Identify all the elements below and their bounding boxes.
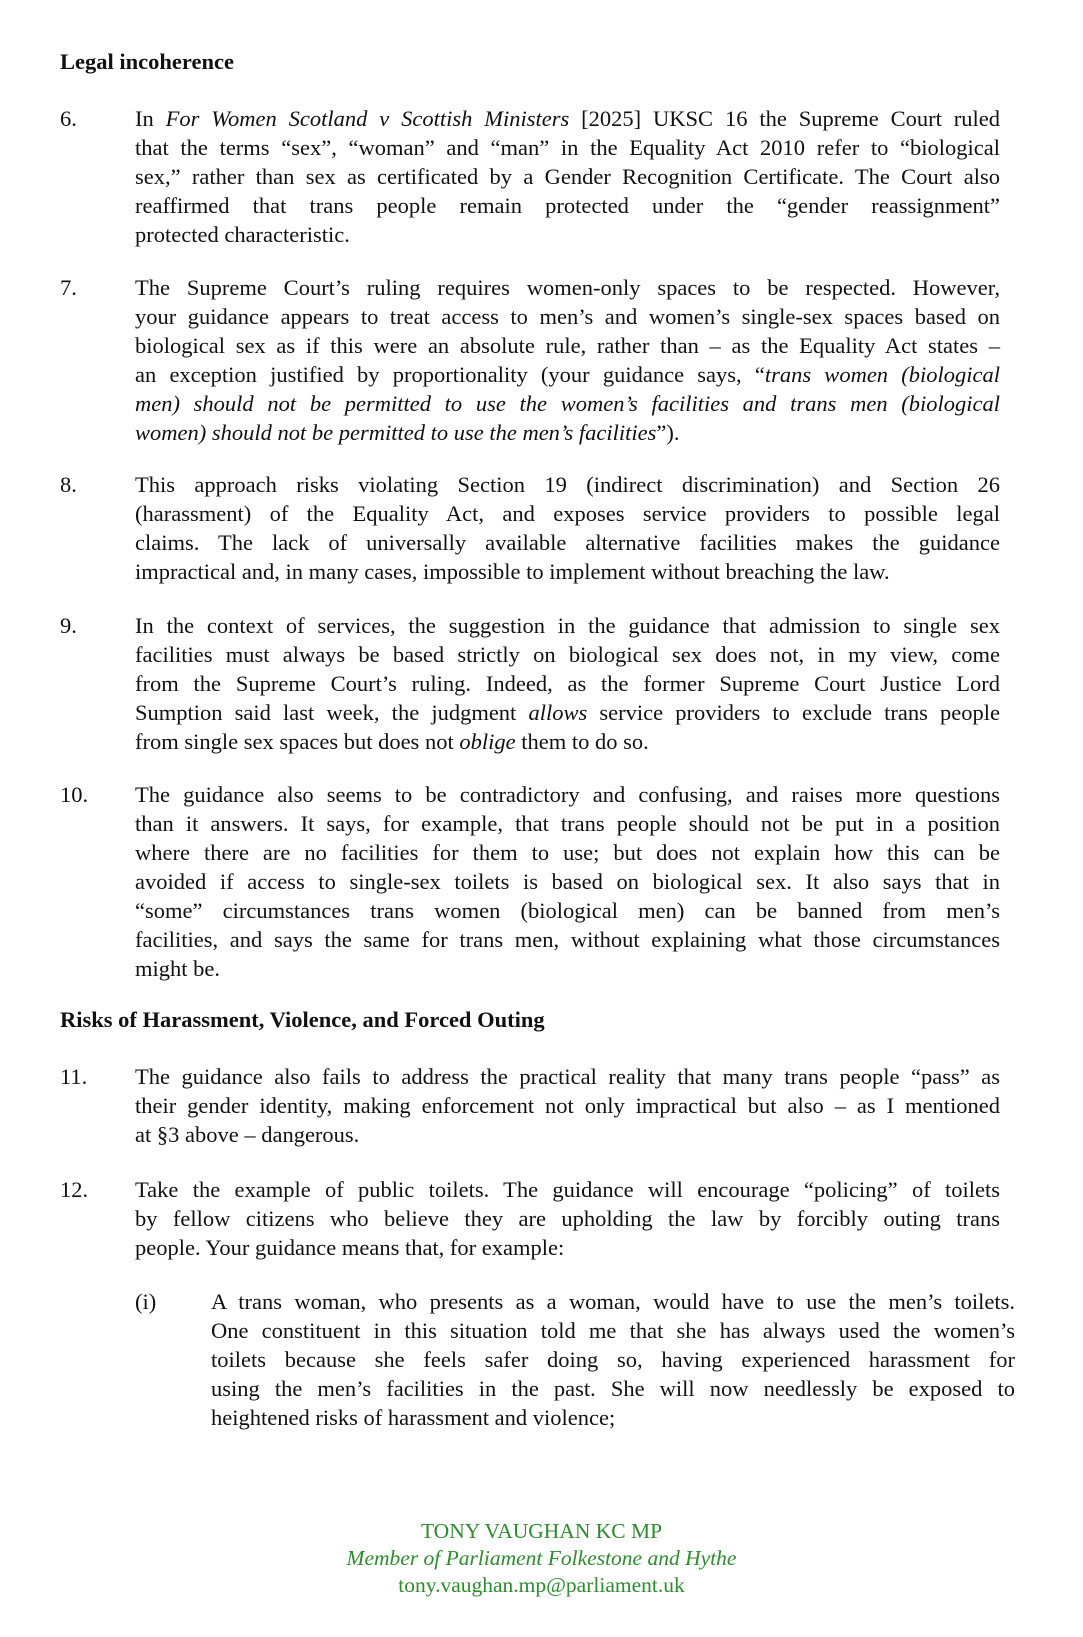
paragraph-line: (harassment) of the Equality Act, and exposes service providers to possible legal bbox=[135, 501, 1000, 526]
paragraph-number: 6. bbox=[60, 106, 77, 131]
paragraph-line: your guidance appears to treat access to men’s and women’s single-sex spaces based on bbox=[135, 304, 1000, 329]
paragraph-line: an exception justified by proportionality (your guidance says, “trans women (biological bbox=[135, 362, 1000, 387]
paragraph-body bbox=[135, 470, 1000, 586]
paragraph-body bbox=[135, 780, 1000, 983]
paragraph-number: 10. bbox=[60, 782, 89, 807]
subparagraph-line: A trans woman, who presents as a woman, would have to use the men’s toilets. bbox=[211, 1289, 1015, 1314]
subparagraph-line: using the men’s facilities in the past. She will now needlessly be exposed to bbox=[211, 1376, 1015, 1401]
paragraph-line: reaffirmed that trans people remain protected under the “gender reassignment” bbox=[135, 193, 1000, 218]
paragraph-number: 8. bbox=[60, 472, 77, 497]
paragraph-12 bbox=[60, 1175, 1010, 1262]
section-heading-risks: Risks of Harassment, Violence, and Forced Outing bbox=[60, 1007, 545, 1032]
paragraph-line: This approach risks violating Section 19 (indirect discrimination) and Section 26 bbox=[135, 472, 1000, 497]
subparagraph-number: (i) bbox=[135, 1289, 157, 1314]
footer-email[interactable]: tony.vaughan.mp@parliament.uk bbox=[398, 1573, 685, 1597]
paragraph-9 bbox=[60, 611, 1010, 756]
paragraph-line: biological sex as if this were an absolute rule, rather than – as the Equality Act states – bbox=[135, 333, 1000, 358]
footer-role: Member of Parliament Folkestone and Hythe bbox=[346, 1546, 737, 1570]
paragraph-line: their gender identity, making enforcement not only impractical but also – as I mentioned bbox=[135, 1093, 1000, 1118]
paragraph-line: impractical and, in many cases, impossible to implement without breaching the law. bbox=[135, 559, 890, 584]
paragraph-line: might be. bbox=[135, 956, 220, 981]
paragraph-line: claims. The lack of universally available alternative facilities makes the guidance bbox=[135, 530, 1000, 555]
paragraph-7 bbox=[60, 273, 1010, 447]
paragraph-line: The guidance also seems to be contradictory and confusing, and raises more questions bbox=[135, 782, 1000, 807]
paragraph-line: at §3 above – dangerous. bbox=[135, 1122, 360, 1147]
paragraph-10 bbox=[60, 780, 1010, 983]
paragraph-body bbox=[135, 611, 1000, 756]
paragraph-line: people. Your guidance means that, for example: bbox=[135, 1235, 565, 1260]
paragraph-line: where there are no facilities for them to use; but does not explain how this can be bbox=[135, 840, 1000, 865]
subparagraph-line: toilets because she feels safer doing so, having experienced harassment for bbox=[211, 1347, 1015, 1372]
paragraph-11 bbox=[60, 1062, 1010, 1149]
paragraph-line: The Supreme Court’s ruling requires women-only spaces to be respected. However, bbox=[135, 275, 1000, 300]
paragraph-line: by fellow citizens who believe they are upholding the law by forcibly outing trans bbox=[135, 1206, 1000, 1231]
subparagraph-line: One constituent in this situation told me that she has always used the women’s bbox=[211, 1318, 1015, 1343]
paragraph-line: Take the example of public toilets. The guidance will encourage “policing” of toilets bbox=[135, 1177, 1000, 1202]
paragraph-line: avoided if access to single-sex toilets is based on biological sex. It also says that in bbox=[135, 869, 1000, 894]
section-heading-legal-incoherence: Legal incoherence bbox=[60, 49, 234, 74]
paragraph-line: men) should not be permitted to use the women’s facilities and trans men (biological bbox=[135, 391, 1000, 416]
paragraph-line: from single sex spaces but does not oblige them to do so. bbox=[135, 729, 649, 754]
paragraph-line: sex,” rather than sex as certificated by a Gender Recognition Certificate. The Court also bbox=[135, 164, 1000, 189]
paragraph-body bbox=[135, 1062, 1000, 1149]
paragraph-line: that the terms “sex”, “woman” and “man” in the Equality Act 2010 refer to “biological bbox=[135, 135, 1000, 160]
paragraph-line: facilities, and says the same for trans men, without explaining what those circumstances bbox=[135, 927, 1000, 952]
paragraph-8 bbox=[60, 470, 1010, 586]
paragraph-line: protected characteristic. bbox=[135, 222, 350, 247]
paragraph-number: 12. bbox=[60, 1177, 89, 1202]
paragraph-body bbox=[135, 104, 1000, 249]
paragraph-line: women) should not be permitted to use the men’s facilities”). bbox=[135, 420, 680, 445]
letterhead-footer bbox=[0, 1518, 1083, 1599]
paragraph-body bbox=[135, 1175, 1000, 1262]
paragraph-body bbox=[135, 273, 1000, 447]
paragraph-line: The guidance also fails to address the practical reality that many trans people “pass” as bbox=[135, 1064, 1000, 1089]
paragraph-line: than it answers. It says, for example, that trans people should not be put in a position bbox=[135, 811, 1000, 836]
paragraph-number: 7. bbox=[60, 275, 77, 300]
paragraph-line: In For Women Scotland v Scottish Ministers [2025] UKSC 16 the Supreme Court ruled bbox=[135, 106, 1000, 131]
paragraph-line: Sumption said last week, the judgment allows service providers to exclude trans people bbox=[135, 700, 1000, 725]
paragraph-line: facilities must always be based strictly on biological sex does not, in my view, come bbox=[135, 642, 1000, 667]
paragraph-6 bbox=[60, 104, 1010, 249]
paragraph-number: 9. bbox=[60, 613, 77, 638]
footer-name: TONY VAUGHAN KC MP bbox=[420, 1519, 663, 1543]
paragraph-line: from the Supreme Court’s ruling. Indeed, as the former Supreme Court Justice Lord bbox=[135, 671, 1000, 696]
paragraph-line: In the context of services, the suggestion in the guidance that admission to single sex bbox=[135, 613, 1000, 638]
subparagraph-line: heightened risks of harassment and violence; bbox=[211, 1405, 616, 1430]
subparagraph-i bbox=[135, 1287, 1015, 1432]
paragraph-number: 11. bbox=[60, 1064, 88, 1089]
subparagraph-body bbox=[211, 1287, 1015, 1432]
paragraph-line: “some” circumstances trans women (biological men) can be banned from men’s bbox=[135, 898, 1000, 923]
